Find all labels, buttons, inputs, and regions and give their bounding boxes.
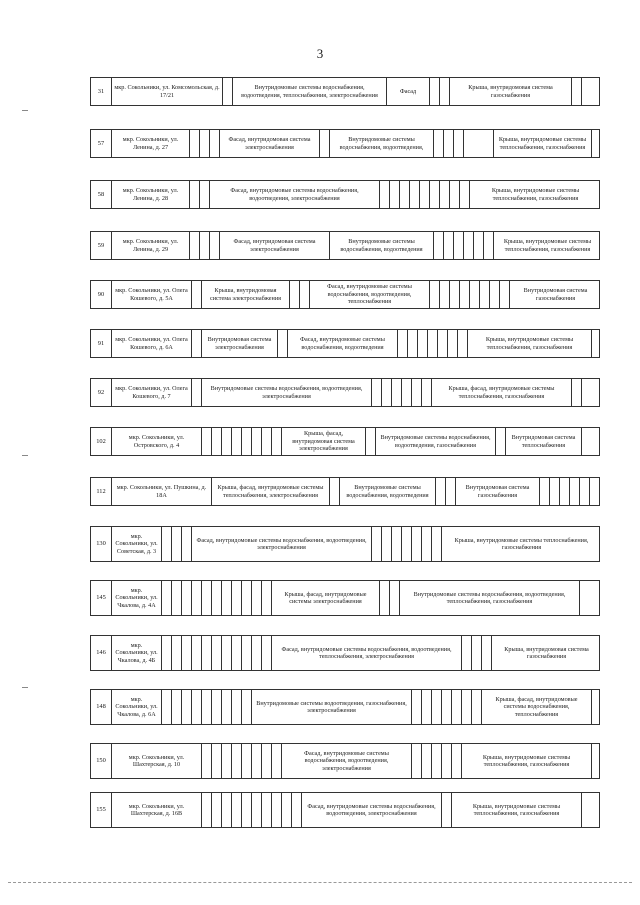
margin-tick (22, 110, 28, 111)
empty-cell (441, 744, 451, 778)
empty-cell (365, 428, 375, 455)
work-cell: Фасад (386, 78, 429, 105)
table-row (90, 129, 600, 158)
table-row (90, 378, 600, 407)
empty-cell (439, 78, 449, 105)
empty-cell (231, 636, 241, 670)
empty-cell (581, 78, 601, 105)
empty-cell (161, 690, 171, 724)
empty-cell (161, 636, 171, 670)
empty-cell (389, 581, 399, 615)
work-cell: Крыша, внутридомовые системы теплоснабжения, газоснабжения (493, 232, 601, 259)
empty-cell (381, 379, 391, 406)
row-address: мкр. Сокольники, ул. Олега Кошевого, д. 7 (111, 379, 191, 406)
row-number: 57 (97, 139, 105, 147)
row-address: мкр. Сокольники, ул. Ленина, д. 27 (111, 130, 189, 157)
empty-cell (291, 793, 301, 827)
row-address: мкр. Сокольники, ул. Олега Кошевого, д. 6А (111, 330, 191, 357)
empty-cell (251, 581, 261, 615)
empty-cell (431, 690, 441, 724)
row-address: мкр. Сокольники, ул. Островского, д. 4 (111, 428, 201, 455)
empty-cell (391, 527, 401, 561)
work-cell: Фасад, внутридомовые системы водоснабжения, водоотведения, электроснабжения (281, 744, 411, 778)
empty-cell (579, 581, 601, 615)
empty-cell (421, 379, 431, 406)
empty-cell (241, 744, 251, 778)
empty-cell (211, 636, 221, 670)
empty-cell (371, 379, 381, 406)
row-number: 145 (96, 594, 106, 602)
work-cell: Внутридомовые системы водоснабжения, водоотведения (329, 232, 433, 259)
empty-cell (591, 330, 601, 357)
empty-cell (189, 130, 199, 157)
empty-cell (181, 636, 191, 670)
table-row (90, 477, 600, 506)
empty-cell (399, 181, 409, 208)
empty-cell (453, 130, 463, 157)
empty-cell (261, 581, 271, 615)
empty-cell (463, 232, 473, 259)
empty-cell (221, 636, 231, 670)
work-cell: Внутридомовая система электроснабжения (201, 330, 277, 357)
empty-cell (571, 78, 581, 105)
row-address: мкр. Сокольники, ул. Советская, д. 3 (111, 527, 161, 561)
work-cell: Крыша, фасад, внутридомовые системы теплоснабжения, газоснабжения (431, 379, 571, 406)
work-cell: Фасад, внутридомовые системы водоснабжения, водоотведения, теплоснабжения (309, 281, 429, 308)
empty-cell (429, 78, 439, 105)
work-cell: Внутридомовые системы водоснабжения, водоотведения, теплоснабжения, газоснабжения (399, 581, 579, 615)
work-cell: Внутридомовая система теплоснабжения (505, 428, 581, 455)
empty-cell (441, 690, 451, 724)
row-number: 146 (96, 649, 106, 657)
empty-cell (251, 636, 261, 670)
empty-cell (401, 379, 411, 406)
empty-cell (449, 181, 459, 208)
empty-cell (461, 636, 471, 670)
empty-cell (221, 744, 231, 778)
row-number: 112 (96, 487, 106, 495)
empty-cell (191, 379, 201, 406)
empty-cell (409, 181, 419, 208)
empty-cell (581, 379, 601, 406)
empty-cell (221, 428, 231, 455)
work-cell: Внутридомовые системы водоснабжения, водоотведения, (329, 130, 433, 157)
empty-cell (473, 232, 483, 259)
empty-cell (411, 690, 421, 724)
work-cell: Крыша, внутридомовые системы теплоснабжения, газоснабжения (493, 130, 591, 157)
empty-cell (211, 428, 221, 455)
table-row (90, 689, 600, 725)
empty-cell (495, 428, 505, 455)
empty-cell (191, 281, 201, 308)
row-number: 130 (96, 540, 106, 548)
empty-cell (191, 690, 201, 724)
table-row (90, 792, 600, 828)
empty-cell (201, 690, 211, 724)
page-number: 3 (316, 46, 324, 61)
empty-cell (191, 330, 201, 357)
empty-cell (371, 527, 381, 561)
footer-divider (8, 882, 632, 883)
empty-cell (241, 690, 251, 724)
empty-cell (489, 281, 499, 308)
work-cell: Фасад, внутридомовая система электроснабжения (219, 232, 329, 259)
empty-cell (433, 232, 443, 259)
empty-cell (261, 636, 271, 670)
empty-cell (231, 428, 241, 455)
empty-cell (231, 690, 241, 724)
table-row (90, 526, 600, 562)
empty-cell (429, 181, 439, 208)
empty-cell (189, 232, 199, 259)
row-address: мкр. Сокольники, ул. Чкалова, д. 4А (111, 581, 161, 615)
empty-cell (459, 281, 469, 308)
empty-cell (411, 379, 421, 406)
empty-cell (281, 793, 291, 827)
empty-cell (189, 181, 199, 208)
empty-cell (569, 478, 579, 505)
empty-cell (211, 793, 221, 827)
row-number: 102 (96, 437, 106, 445)
row-address: мкр. Сокольники, ул. Шахтерская, д. 16В (111, 793, 201, 827)
empty-cell (299, 281, 309, 308)
empty-cell (421, 690, 431, 724)
empty-cell (435, 478, 445, 505)
work-cell: Внутридомовая система газоснабжения (455, 478, 539, 505)
empty-cell (211, 690, 221, 724)
empty-cell (261, 793, 271, 827)
empty-cell (171, 527, 181, 561)
table-row (90, 427, 600, 456)
empty-cell (483, 232, 493, 259)
empty-cell (439, 181, 449, 208)
row-number: 150 (96, 757, 106, 765)
empty-cell (251, 793, 261, 827)
empty-cell (451, 744, 461, 778)
row-number: 155 (96, 806, 106, 814)
empty-cell (471, 690, 481, 724)
empty-cell (581, 428, 601, 455)
work-cell: Крыша, внутридомовые системы теплоснабжения, газоснабжения (461, 744, 591, 778)
empty-cell (271, 428, 281, 455)
row-address: мкр. Сокольники, ул. Комсомольская, д. 17/21 (111, 78, 222, 105)
empty-cell (201, 744, 211, 778)
row-number: 148 (96, 703, 106, 711)
empty-cell (397, 330, 407, 357)
work-cell: Фасад, внутридомовые системы водоснабжения, водоотведения, теплоснабжения, электроснабжения (271, 636, 461, 670)
empty-cell (231, 581, 241, 615)
empty-cell (469, 281, 479, 308)
empty-cell (437, 330, 447, 357)
table-row (90, 77, 600, 106)
work-cell: Внутридомовые системы водоснабжения, водоотведения, теплоснабжения, электроснабжения (232, 78, 386, 105)
row-address: мкр. Сокольники, ул. Пушкина, д. 18А (111, 478, 211, 505)
margin-tick (22, 455, 28, 456)
empty-cell (581, 793, 601, 827)
empty-cell (241, 581, 251, 615)
empty-cell (579, 478, 589, 505)
row-number: 92 (97, 388, 105, 396)
empty-cell (221, 581, 231, 615)
empty-cell (191, 636, 201, 670)
row-address: мкр. Сокольники, ул. Олега Кошевого, д. 5А (111, 281, 191, 308)
empty-cell (241, 793, 251, 827)
empty-cell (251, 744, 261, 778)
empty-cell (443, 232, 453, 259)
empty-cell (221, 793, 231, 827)
empty-cell (591, 130, 601, 157)
empty-cell (329, 478, 339, 505)
empty-cell (417, 330, 427, 357)
row-number: 31 (97, 87, 105, 95)
margin-tick (22, 687, 28, 688)
empty-cell (201, 581, 211, 615)
empty-cell (222, 78, 232, 105)
work-cell: Крыша, фасад, внутридомовые системы теплоснабжения, электроснабжения (211, 478, 329, 505)
empty-cell (319, 130, 329, 157)
empty-cell (549, 478, 559, 505)
empty-cell (379, 581, 389, 615)
work-cell: Внутридомовые системы водоснабжения, водоотведения, электроснабжения (201, 379, 371, 406)
empty-cell (289, 281, 299, 308)
empty-cell (277, 330, 287, 357)
work-cell: Внутридомовые системы водоснабжения, водоотведения, газоснабжения (375, 428, 495, 455)
empty-cell (171, 581, 181, 615)
row-address: мкр. Сокольники, ул. Чкалова, д. 6А (111, 690, 161, 724)
work-cell: Крыша, внутридомовые системы теплоснабжения, газоснабжения (441, 527, 601, 561)
empty-cell (181, 527, 191, 561)
empty-cell (481, 636, 491, 670)
empty-cell (379, 181, 389, 208)
work-cell: Фасад, внутридомовые системы водоснабжения, водоотведения, электроснабжения (191, 527, 371, 561)
empty-cell (589, 478, 601, 505)
empty-cell (407, 330, 417, 357)
work-cell: Крыша, внутридомовая система газоснабжения (449, 78, 571, 105)
row-number: 90 (97, 290, 105, 298)
empty-cell (431, 527, 441, 561)
empty-cell (191, 581, 201, 615)
empty-cell (411, 744, 421, 778)
table-row (90, 329, 600, 358)
table-row (90, 743, 600, 779)
empty-cell (261, 428, 271, 455)
empty-cell (211, 581, 221, 615)
empty-cell (241, 636, 251, 670)
empty-cell (431, 744, 441, 778)
empty-cell (181, 690, 191, 724)
empty-cell (459, 181, 469, 208)
empty-cell (429, 281, 439, 308)
empty-cell (199, 181, 209, 208)
work-cell: Крыша, внутридомовая система газоснабжения (491, 636, 601, 670)
empty-cell (211, 744, 221, 778)
empty-cell (471, 636, 481, 670)
empty-cell (427, 330, 437, 357)
work-cell: Крыша, внутридомовая система электроснабжения (201, 281, 289, 308)
empty-cell (439, 281, 449, 308)
table-row (90, 180, 600, 209)
empty-cell (441, 793, 451, 827)
row-number: 91 (97, 339, 105, 347)
empty-cell (447, 330, 457, 357)
work-cell: Крыша, фасад, внутридомовые системы водоснабжения, теплоснабжения (481, 690, 591, 724)
work-cell: Внутридомовые системы водоснабжения, водоотведения (339, 478, 435, 505)
empty-cell (461, 690, 471, 724)
empty-cell (421, 527, 431, 561)
work-cell: Фасад, внутридомовые системы водоснабжения, водоотведения (287, 330, 397, 357)
empty-cell (241, 428, 251, 455)
empty-cell (591, 690, 601, 724)
work-cell: Крыша, фасад, внутридомовые системы электроснабжения (271, 581, 379, 615)
row-address: мкр. Сокольники, ул. Ленина, д. 29 (111, 232, 189, 259)
empty-cell (171, 690, 181, 724)
row-address: мкр. Сокольники, ул. Шахтерская, д. 10 (111, 744, 201, 778)
empty-cell (421, 744, 431, 778)
work-cell: Крыша, внутридомовые системы теплоснабжения, газоснабжения (469, 181, 601, 208)
row-number: 58 (97, 190, 105, 198)
work-cell: Крыша, фасад, внутридомовая система электроснабжения (281, 428, 365, 455)
empty-cell (199, 130, 209, 157)
work-cell: Фасад, внутридомовая система электроснабжения (219, 130, 319, 157)
empty-cell (479, 281, 489, 308)
empty-cell (591, 744, 601, 778)
empty-cell (457, 330, 467, 357)
empty-cell (449, 281, 459, 308)
work-cell: Крыша, внутридомовые системы теплоснабжения, газоснабжения (467, 330, 591, 357)
row-address: мкр. Сокольники, ул. Чкалова, д. 4Б (111, 636, 161, 670)
empty-cell (433, 130, 443, 157)
empty-cell (221, 690, 231, 724)
row-address: мкр. Сокольники, ул. Ленина, д. 28 (111, 181, 189, 208)
table-row (90, 231, 600, 260)
empty-cell (571, 379, 581, 406)
work-cell: Внутридомовые системы водоотведения, газоснабжения, электроснабжения (251, 690, 411, 724)
empty-cell (451, 690, 461, 724)
work-cell: Фасад, внутридомовые системы водоснабжения, водоотведения, электроснабжения (209, 181, 379, 208)
empty-cell (453, 232, 463, 259)
work-cell: Внутридомовая система газоснабжения (509, 281, 601, 308)
table-row (90, 580, 600, 616)
table-row (90, 280, 600, 309)
empty-cell (445, 478, 455, 505)
empty-cell (539, 478, 549, 505)
empty-cell (231, 793, 241, 827)
empty-cell (499, 281, 509, 308)
empty-cell (271, 744, 281, 778)
empty-cell (201, 636, 211, 670)
work-cell: Фасад, внутридомовые системы водоснабжения, водоотведения, электроснабжения (301, 793, 441, 827)
empty-cell (271, 793, 281, 827)
empty-cell (171, 636, 181, 670)
empty-cell (209, 130, 219, 157)
table-row (90, 635, 600, 671)
work-cell: Крыша, внутридомовые системы теплоснабжения, газоснабжения (451, 793, 581, 827)
empty-cell (199, 232, 209, 259)
empty-cell (401, 527, 411, 561)
empty-cell (161, 581, 171, 615)
empty-cell (381, 527, 391, 561)
empty-cell (231, 744, 241, 778)
empty-cell (181, 581, 191, 615)
empty-cell (261, 744, 271, 778)
empty-cell (201, 428, 211, 455)
empty-cell (463, 130, 493, 157)
empty-cell (251, 428, 261, 455)
empty-cell (443, 130, 453, 157)
empty-cell (419, 181, 429, 208)
empty-cell (411, 527, 421, 561)
empty-cell (201, 793, 211, 827)
empty-cell (559, 478, 569, 505)
empty-cell (209, 232, 219, 259)
row-number: 59 (97, 241, 105, 249)
empty-cell (161, 527, 171, 561)
empty-cell (389, 181, 399, 208)
empty-cell (391, 379, 401, 406)
